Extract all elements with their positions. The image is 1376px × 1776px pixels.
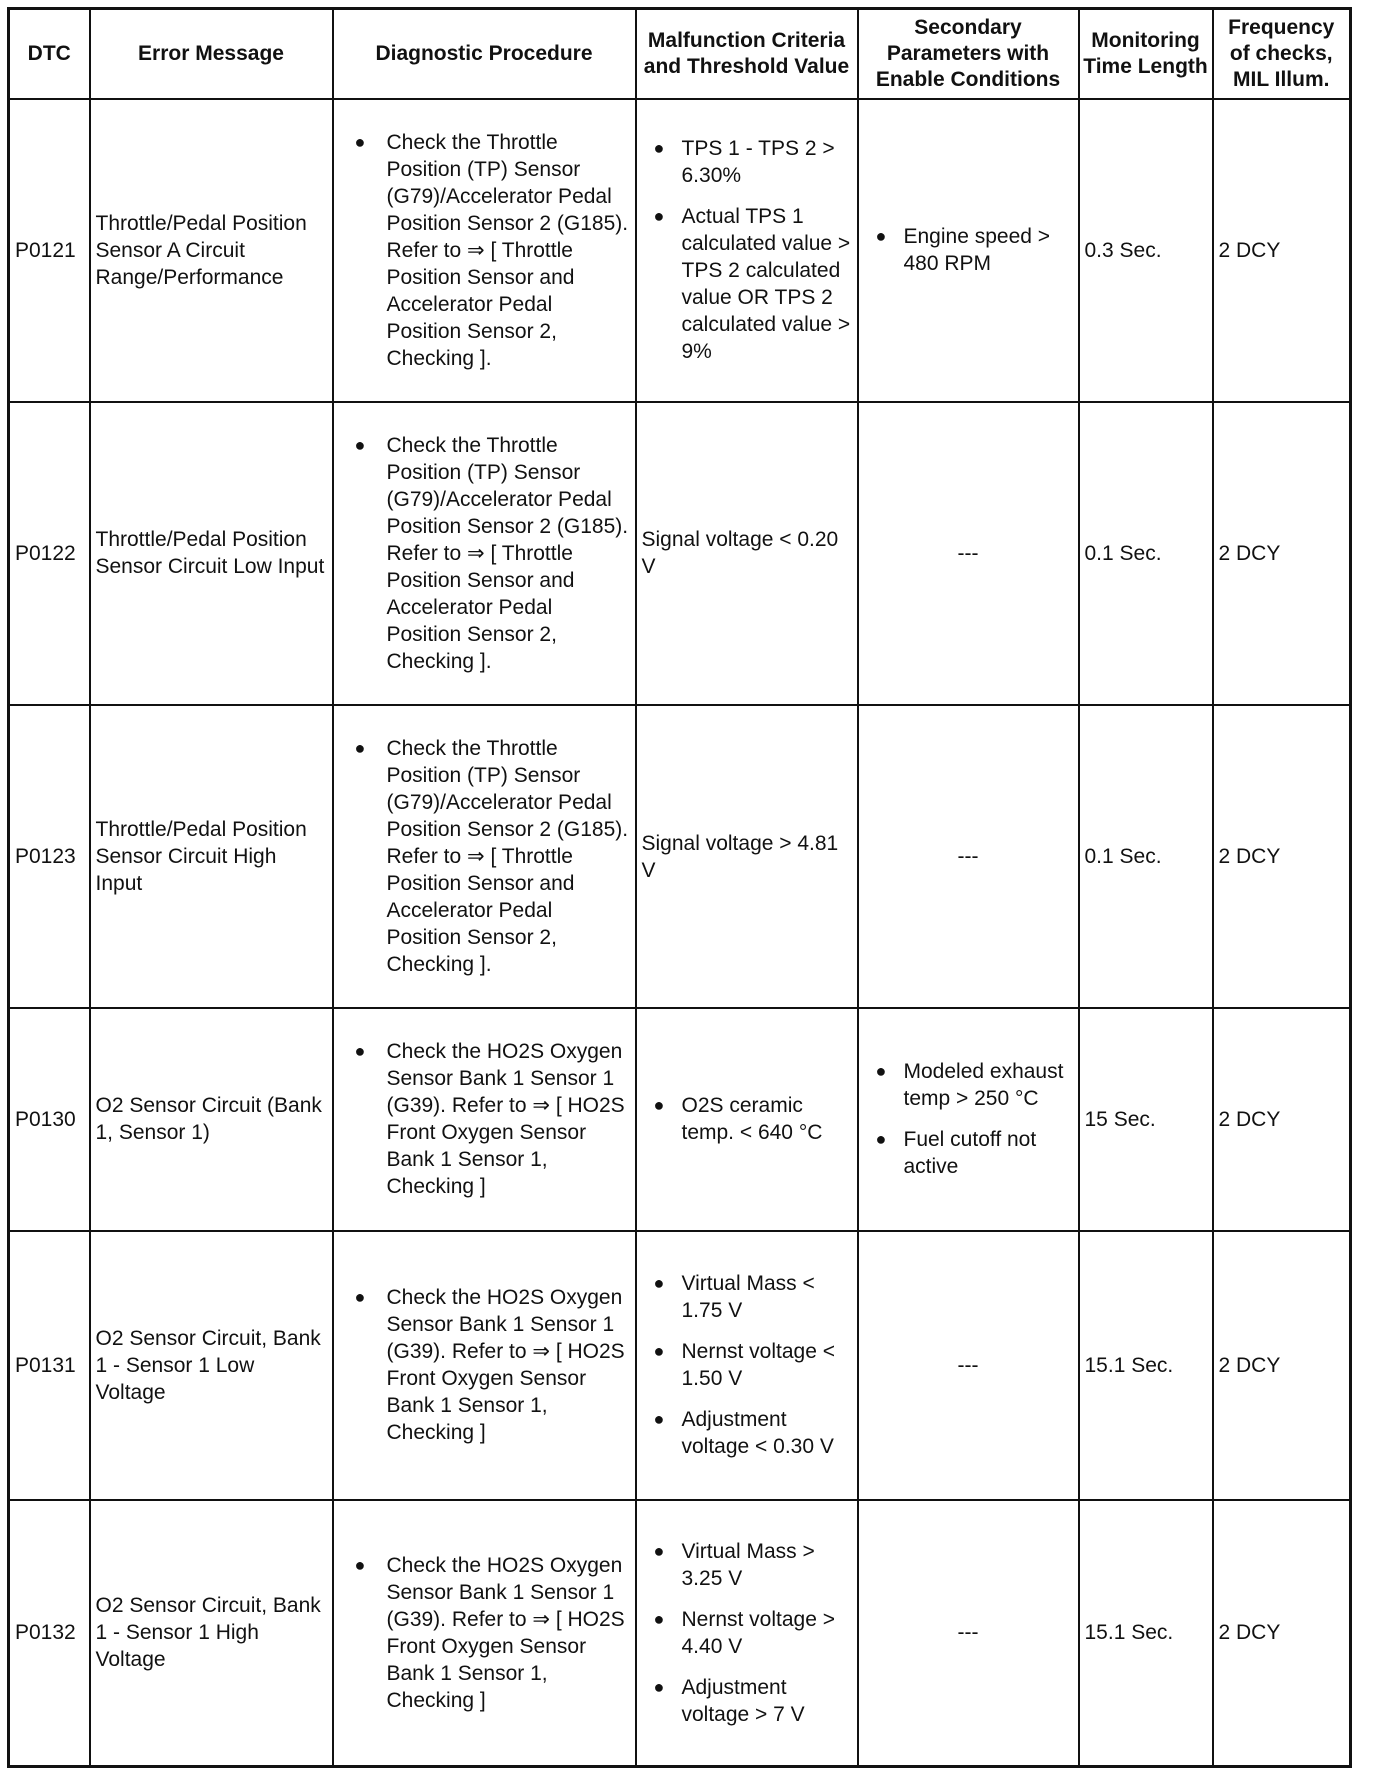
frequency: 2 DCY (1213, 705, 1351, 1008)
list-item: ● Adjustment voltage < 0.30 V (653, 1408, 834, 1459)
diagnostic-procedure (333, 1231, 636, 1500)
bullet-icon: ● (653, 1409, 665, 1430)
monitoring-time: 0.1 Sec. (1079, 402, 1213, 705)
header-monitoring-time: Monitoring Time Length (1079, 9, 1213, 99)
list-item: ● Check the HO2S Oxygen Sensor Bank 1 Sensor 1 (G39). Refer to ⇒ [ HO2S Front Oxygen Sensor Bank 1 Sensor 1, Checking ] (354, 1040, 625, 1199)
table-row (9, 705, 1351, 1008)
list-item: ● Actual TPS 1 calculated value > TPS 2 calculated value OR TPS 2 calculated value > 9% (653, 205, 851, 364)
dtc-code: P0122 (9, 402, 90, 705)
monitoring-time: 15.1 Sec. (1079, 1231, 1213, 1500)
malfunction-criteria (636, 1500, 858, 1767)
frequency: 2 DCY (1213, 1500, 1351, 1767)
secondary-parameters: --- (858, 705, 1079, 1008)
monitoring-time: 15 Sec. (1079, 1008, 1213, 1230)
malfunction-criteria (636, 99, 858, 402)
diagnostic-procedure (333, 402, 636, 705)
dtc-code: P0132 (9, 1500, 90, 1767)
monitoring-time: 15.1 Sec. (1079, 1500, 1213, 1767)
secondary-parameters: --- (858, 1231, 1079, 1500)
list-item: ● Check the Throttle Position (TP) Sensor (G79)/Accelerator Pedal Position Sensor 2 (G185). Refer to ⇒ [ Throttle Position Sensor and Accelerator Pedal Position Sensor 2, Checking ]. (354, 130, 629, 370)
dtc-code: P0121 (9, 99, 90, 402)
list-item: ● O2S ceramic temp. < 640 °C (653, 1094, 823, 1145)
secondary-parameters (858, 1008, 1079, 1230)
bullet-icon: ● (354, 1554, 366, 1575)
list-item: ● Fuel cutoff not active (875, 1128, 1037, 1179)
list-item: ● Check the Throttle Position (TP) Sensor (G79)/Accelerator Pedal Position Sensor 2 (G185). Refer to ⇒ [ Throttle Position Sensor and Accelerator Pedal Position Sensor 2, Checking ]. (354, 737, 629, 977)
table-row (9, 402, 1351, 705)
diagnostic-procedure (333, 99, 636, 402)
list-item: ● Check the HO2S Oxygen Sensor Bank 1 Sensor 1 (G39). Refer to ⇒ [ HO2S Front Oxygen Sensor Bank 1 Sensor 1, Checking ] (354, 1286, 625, 1445)
diagnostic-procedure (333, 705, 636, 1008)
header-diagnostic-procedure: Diagnostic Procedure (333, 9, 636, 99)
table-row (9, 1231, 1351, 1500)
secondary-parameters: --- (858, 402, 1079, 705)
list-item: ● Adjustment voltage > 7 V (653, 1675, 805, 1726)
bullet-icon: ● (653, 1608, 665, 1629)
error-message: Throttle/Pedal Position Sensor A Circuit Range/Performance (90, 99, 333, 402)
malfunction-criteria (636, 1231, 858, 1500)
bullet-icon: ● (875, 226, 887, 247)
header-dtc: DTC (9, 9, 90, 99)
secondary-parameters: --- (858, 1500, 1079, 1767)
dtc-code: P0131 (9, 1231, 90, 1500)
frequency: 2 DCY (1213, 402, 1351, 705)
monitoring-time: 0.1 Sec. (1079, 705, 1213, 1008)
header-error-message: Error Message (90, 9, 333, 99)
malfunction-criteria: Signal voltage < 0.20 V (636, 402, 858, 705)
list-item: ● Engine speed > 480 RPM (875, 225, 1051, 276)
malfunction-criteria (636, 1008, 858, 1230)
bullet-icon: ● (354, 434, 366, 455)
monitoring-time: 0.3 Sec. (1079, 99, 1213, 402)
list-item: ● Virtual Mass < 1.75 V (653, 1272, 815, 1323)
bullet-icon: ● (653, 1273, 665, 1294)
dtc-code: P0123 (9, 705, 90, 1008)
bullet-icon: ● (653, 1540, 665, 1561)
bullet-icon: ● (354, 1287, 366, 1308)
bullet-icon: ● (653, 1676, 665, 1697)
header-secondary-parameters: Secondary Parameters with Enable Conditions (858, 9, 1079, 99)
frequency: 2 DCY (1213, 1008, 1351, 1230)
diagnostic-procedure (333, 1008, 636, 1230)
header-malfunction-criteria: Malfunction Criteria and Threshold Value (636, 9, 858, 99)
secondary-parameters (858, 99, 1079, 402)
malfunction-criteria: Signal voltage > 4.81 V (636, 705, 858, 1008)
error-message: O2 Sensor Circuit (Bank 1, Sensor 1) (90, 1008, 333, 1230)
frequency: 2 DCY (1213, 99, 1351, 402)
dtc-code: P0130 (9, 1008, 90, 1230)
list-item: ● Virtual Mass > 3.25 V (653, 1539, 815, 1590)
error-message: Throttle/Pedal Position Sensor Circuit Low Input (90, 402, 333, 705)
list-item: ● Nernst voltage < 1.50 V (653, 1340, 836, 1391)
error-message: O2 Sensor Circuit, Bank 1 - Sensor 1 Low Voltage (90, 1231, 333, 1500)
header-row (9, 9, 1351, 99)
header-frequency: Frequency of checks, MIL Illum. (1213, 9, 1351, 99)
frequency: 2 DCY (1213, 1231, 1351, 1500)
table-row (9, 99, 1351, 402)
list-item: ● Nernst voltage > 4.40 V (653, 1607, 836, 1658)
table-row (9, 1500, 1351, 1767)
bullet-icon: ● (653, 1095, 665, 1116)
bullet-icon: ● (875, 1061, 887, 1082)
list-item: ● Check the Throttle Position (TP) Sensor (G79)/Accelerator Pedal Position Sensor 2 (G185). Refer to ⇒ [ Throttle Position Sensor and Accelerator Pedal Position Sensor 2, Checking ]. (354, 433, 629, 673)
bullet-icon: ● (653, 206, 665, 227)
diagnostic-procedure (333, 1500, 636, 1767)
bullet-icon: ● (653, 138, 665, 159)
bullet-icon: ● (875, 1129, 887, 1150)
list-item: ● Modeled exhaust temp > 250 °C (875, 1060, 1064, 1111)
list-item: ● Check the HO2S Oxygen Sensor Bank 1 Sensor 1 (G39). Refer to ⇒ [ HO2S Front Oxygen Sensor Bank 1 Sensor 1, Checking ] (354, 1553, 625, 1712)
error-message: Throttle/Pedal Position Sensor Circuit High Input (90, 705, 333, 1008)
bullet-icon: ● (354, 1041, 366, 1062)
bullet-icon: ● (354, 738, 366, 759)
table-row (9, 1008, 1351, 1230)
list-item: ● TPS 1 - TPS 2 > 6.30% (653, 137, 835, 188)
error-message: O2 Sensor Circuit, Bank 1 - Sensor 1 High Voltage (90, 1500, 333, 1767)
bullet-icon: ● (354, 131, 366, 152)
bullet-icon: ● (653, 1341, 665, 1362)
dtc-table (7, 7, 1352, 1768)
